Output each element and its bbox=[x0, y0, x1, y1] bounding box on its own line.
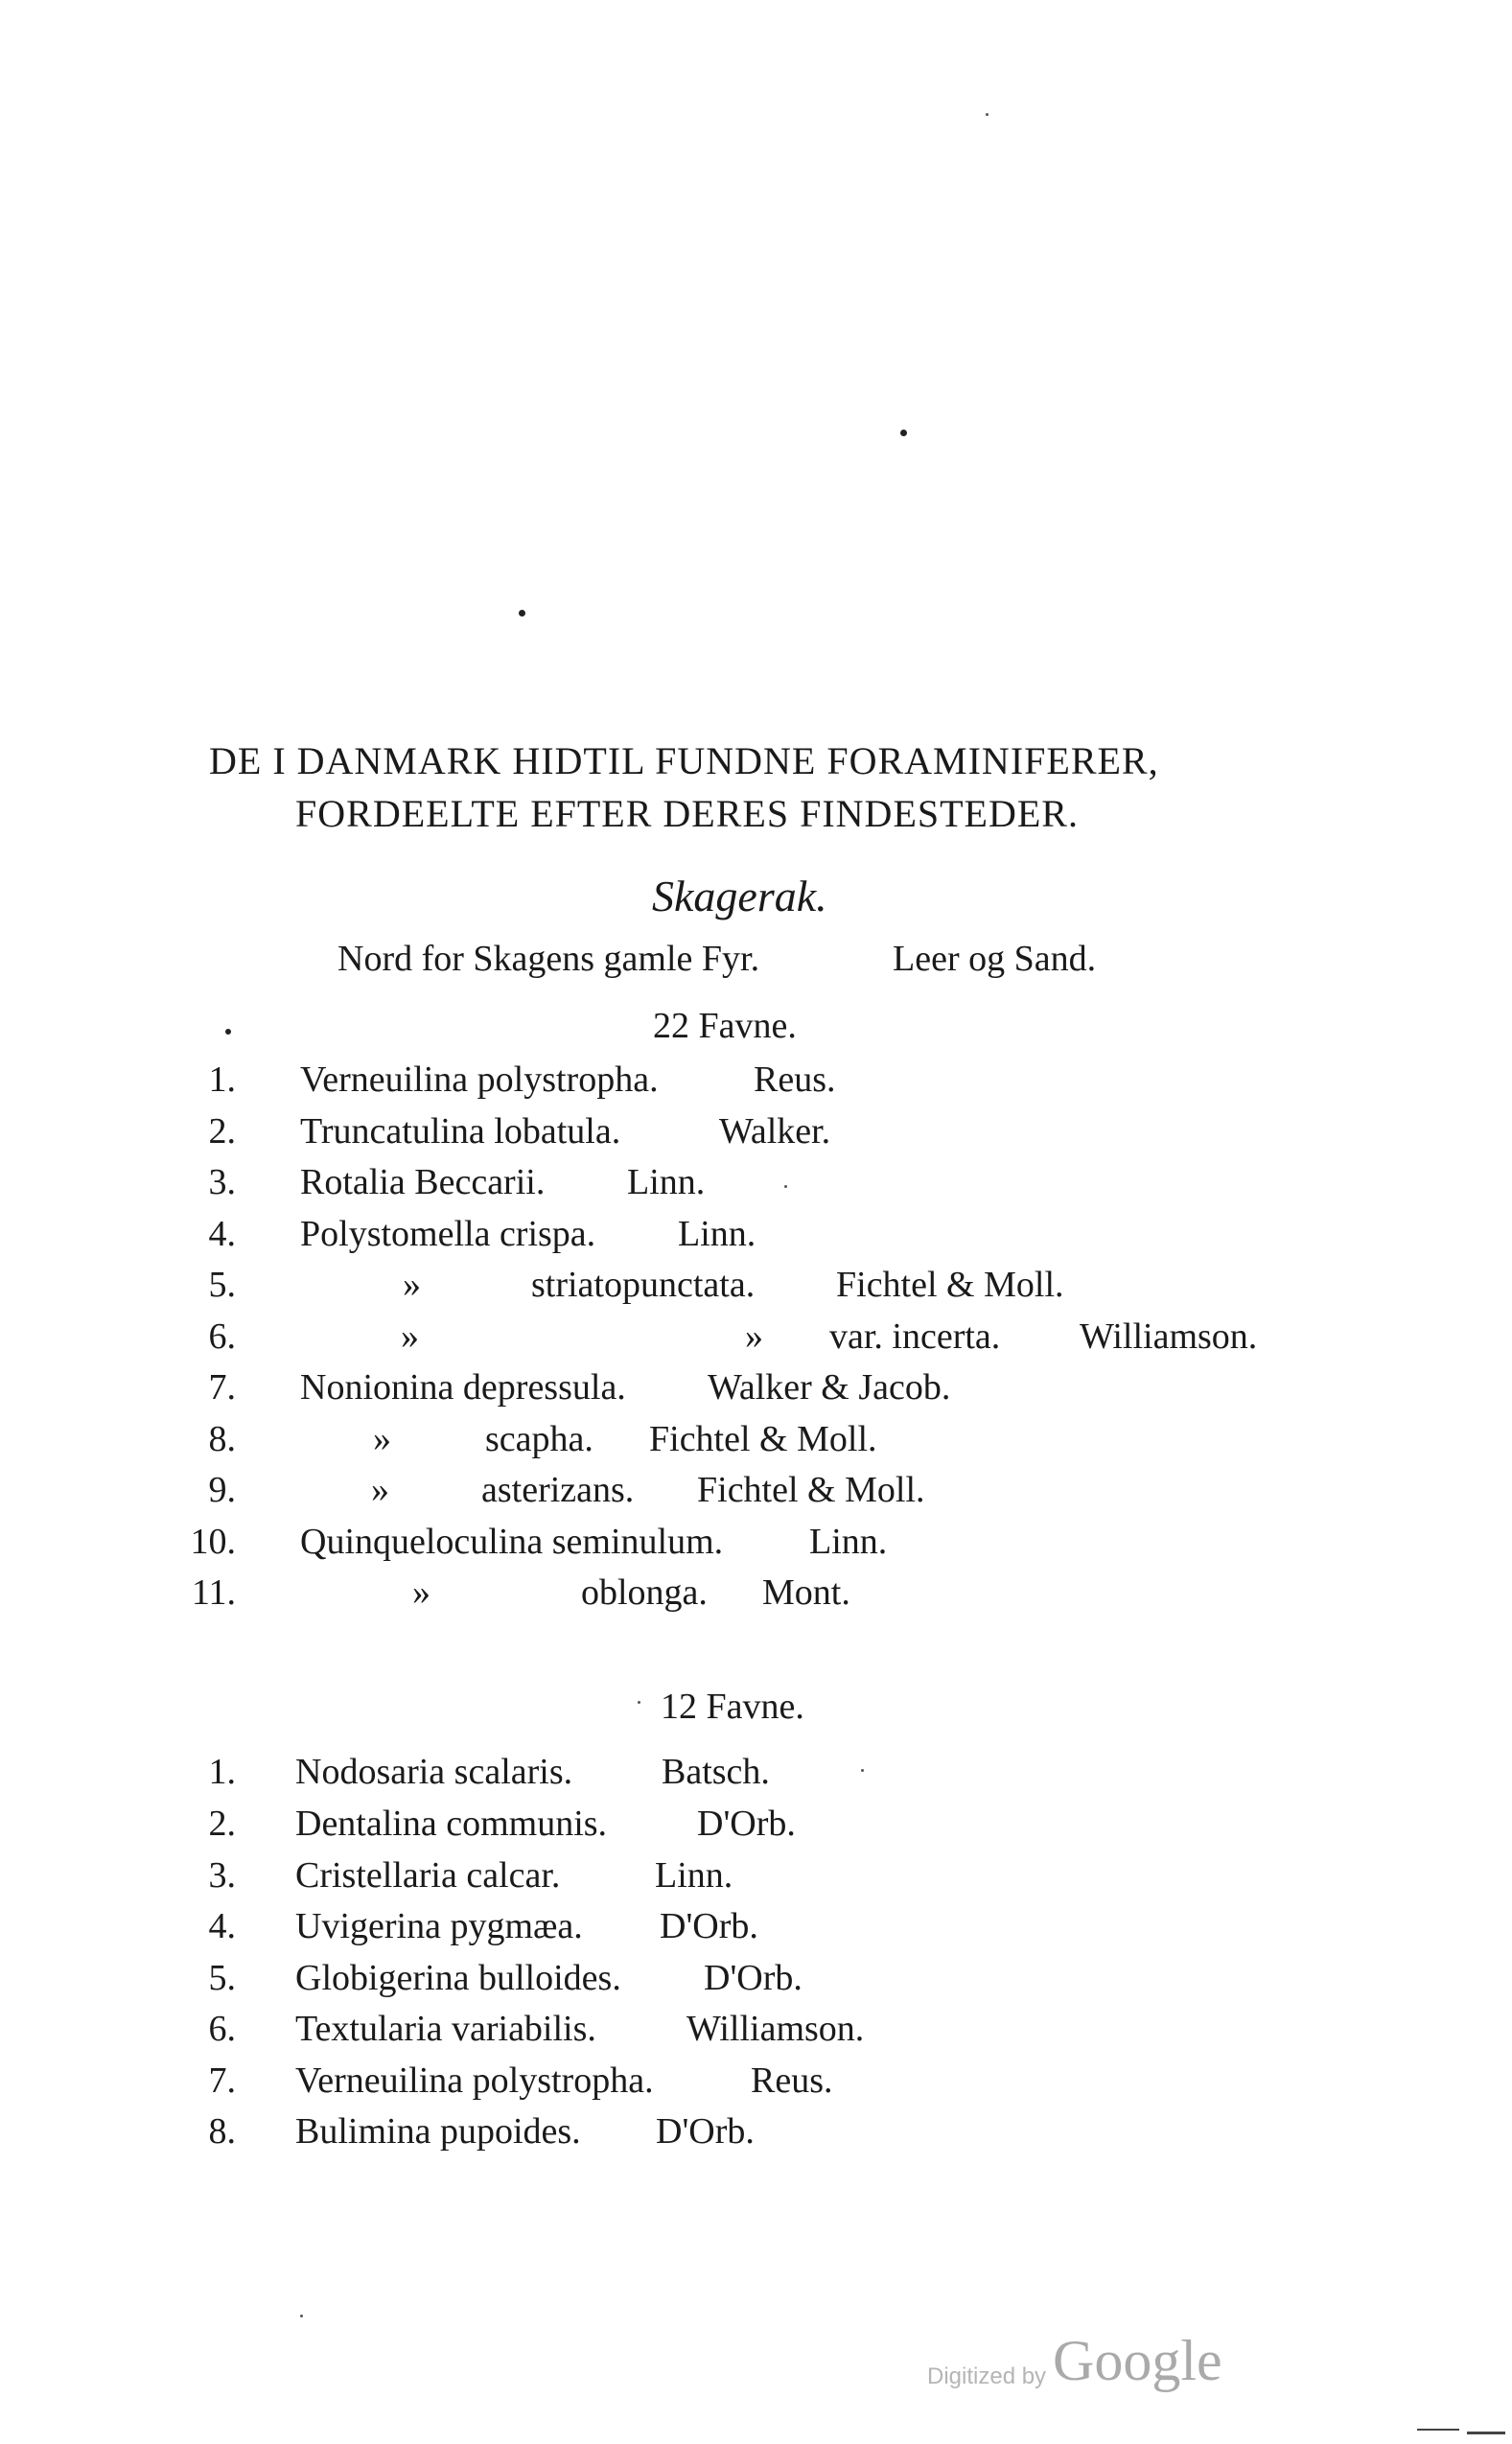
species-name: Cristellaria calcar. bbox=[295, 1855, 561, 1896]
item-number: 5. bbox=[208, 1265, 236, 1305]
ditto-mark: » bbox=[373, 1419, 391, 1459]
species-epithet: striatopunctata. bbox=[531, 1265, 756, 1305]
species-author: Linn. bbox=[655, 1855, 733, 1896]
ditto-mark: » bbox=[403, 1265, 421, 1305]
page-title-line1: DE I DANMARK HIDTIL FUNDNE FORAMINIFERER, bbox=[209, 739, 1159, 782]
species-name: Nonionina depressula. bbox=[300, 1367, 626, 1408]
species-author: Mont. bbox=[762, 1572, 850, 1613]
species-name: Uvigerina pygmæa. bbox=[295, 1906, 583, 1946]
item-number: 1. bbox=[208, 1752, 236, 1792]
digitized-by-label: Digitized by bbox=[927, 2363, 1047, 2389]
species-author: Fichtel & Moll. bbox=[649, 1419, 877, 1459]
item-number: 5. bbox=[208, 1958, 236, 1998]
species-name: Textularia variabilis. bbox=[295, 2009, 596, 2049]
scan-speck bbox=[861, 1769, 864, 1772]
ditto-mark: » bbox=[412, 1572, 430, 1613]
species-author: Reus. bbox=[754, 1059, 836, 1100]
species-name: Polystomella crispa. bbox=[300, 1214, 596, 1254]
species-name: Rotalia Beccarii. bbox=[300, 1162, 546, 1202]
scan-speck bbox=[638, 1701, 640, 1704]
google-logo: Google bbox=[1053, 2329, 1222, 2392]
species-author: Linn. bbox=[809, 1522, 888, 1562]
species-epithet: scapha. bbox=[485, 1419, 593, 1459]
item-number: 10. bbox=[190, 1522, 236, 1562]
scan-edge-mark bbox=[1467, 2432, 1505, 2434]
item-number: 4. bbox=[208, 1214, 236, 1254]
species-author: Batsch. bbox=[662, 1752, 770, 1792]
scan-speck bbox=[225, 1029, 231, 1035]
item-number: 8. bbox=[208, 2111, 236, 2152]
species-name: Globigerina bulloides. bbox=[295, 1958, 621, 1998]
species-author: D'Orb. bbox=[697, 1804, 796, 1844]
species-name: Bulimina pupoides. bbox=[295, 2111, 581, 2152]
species-epithet: var. incerta. bbox=[829, 1316, 1001, 1357]
ditto-mark: » bbox=[745, 1316, 763, 1357]
ditto-mark: » bbox=[371, 1470, 389, 1510]
species-author: Williamson. bbox=[686, 2009, 865, 2049]
item-number: 7. bbox=[208, 1367, 236, 1408]
species-name: Truncatulina lobatula. bbox=[300, 1111, 621, 1152]
item-number: 6. bbox=[208, 1316, 236, 1357]
region-heading: Skagerak. bbox=[652, 872, 827, 920]
ditto-mark: » bbox=[401, 1316, 419, 1357]
species-author: D'Orb. bbox=[660, 1906, 758, 1946]
species-author: Linn. bbox=[678, 1214, 756, 1254]
species-author: Linn. bbox=[627, 1162, 706, 1202]
item-number: 1. bbox=[208, 1059, 236, 1100]
location-bottom: Leer og Sand. bbox=[893, 939, 1097, 979]
section-depth-12: 12 Favne. bbox=[661, 1687, 804, 1727]
species-author: Fichtel & Moll. bbox=[697, 1470, 925, 1510]
item-number: 2. bbox=[208, 1111, 236, 1152]
scan-speck bbox=[300, 2315, 303, 2317]
species-author: D'Orb. bbox=[656, 2111, 755, 2152]
scan-speck bbox=[986, 113, 989, 116]
item-number: 3. bbox=[208, 1855, 236, 1896]
species-name: Verneuilina polystropha. bbox=[295, 2060, 654, 2101]
scan-edge-mark bbox=[1417, 2429, 1459, 2431]
scan-speck bbox=[784, 1185, 787, 1188]
page-title-line2: FORDEELTE EFTER DERES FINDESTEDER. bbox=[295, 792, 1079, 835]
item-number: 8. bbox=[208, 1419, 236, 1459]
location-text: Nord for Skagens gamle Fyr. bbox=[337, 939, 760, 979]
species-name: Quinqueloculina seminulum. bbox=[300, 1522, 724, 1562]
item-number: 2. bbox=[208, 1804, 236, 1844]
species-name: Verneuilina polystropha. bbox=[300, 1059, 659, 1100]
species-name: Nodosaria scalaris. bbox=[295, 1752, 573, 1792]
species-author: Fichtel & Moll. bbox=[836, 1265, 1064, 1305]
species-author: D'Orb. bbox=[704, 1958, 803, 1998]
species-epithet: asterizans. bbox=[481, 1470, 635, 1510]
species-author: Walker & Jacob. bbox=[708, 1367, 951, 1408]
species-author: Williamson. bbox=[1080, 1316, 1258, 1357]
item-number: 11. bbox=[191, 1572, 236, 1613]
item-number: 4. bbox=[208, 1906, 236, 1946]
species-author: Reus. bbox=[751, 2060, 833, 2101]
item-number: 6. bbox=[208, 2009, 236, 2049]
item-number: 7. bbox=[208, 2060, 236, 2101]
scan-speck bbox=[900, 430, 907, 436]
scan-speck bbox=[519, 610, 525, 617]
species-author: Walker. bbox=[719, 1111, 831, 1152]
item-number: 9. bbox=[208, 1470, 236, 1510]
section-depth-22: 22 Favne. bbox=[653, 1006, 797, 1046]
species-name: Dentalina communis. bbox=[295, 1804, 608, 1844]
item-number: 3. bbox=[208, 1162, 236, 1202]
species-epithet: oblonga. bbox=[581, 1572, 708, 1613]
